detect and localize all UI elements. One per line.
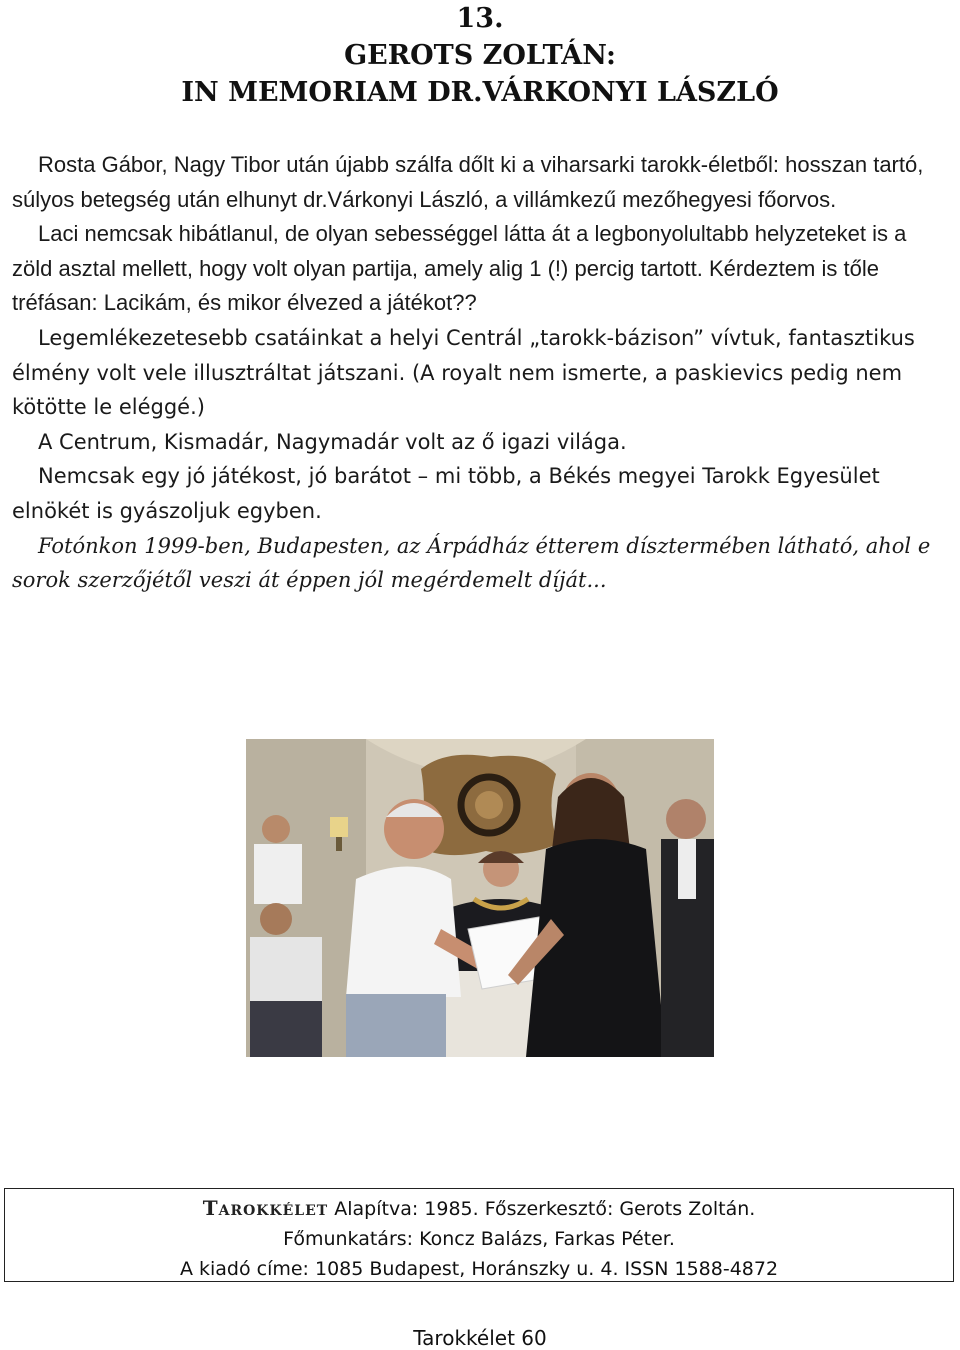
title-block xyxy=(0,0,960,111)
photo-caption: Fotónkon 1999-ben, Budapesten, az Árpádház étterem dísztermében látható, ahol e sorok szerzőjétől veszi át éppen jól megérdemelt díját... xyxy=(12,533,931,593)
chapter-number: 13. xyxy=(456,3,504,34)
colophon-line-3: A kiadó címe: 1085 Budapest, Horánszky u. 4. ISSN 1588-4872 xyxy=(179,1258,779,1280)
paragraph-5: Nemcsak egy jó játékost, jó barátot – mi több, a Békés megyei Tarokk Egyesület elnökét is gyászoljuk egyben. xyxy=(12,464,880,523)
paragraph-2: Laci nemcsak hibátlanul, de olyan sebességgel látta át a legbonyolultabb helyzeteket is a zöld asztal mellett, hogy volt olyan partija, amely alig 1 (!) percig tartott. Kérdeztem is tőle tréfásan: Lacikám, és mikor élvezed a játékot?? xyxy=(12,221,907,316)
paragraph-3: Legemlékezetesebb csatáinkat a helyi Centrál „tarokk-bázison” vívtuk, fantasztikus élmény volt vele illusztráltat játszani. (A royalt nem ismerte, a paskievics pedig nem kötötte le eléggé.) xyxy=(12,325,915,420)
colophon-box xyxy=(4,1188,954,1282)
paragraph-1: Rosta Gábor, Nagy Tibor után újabb szálfa dőlt ki a viharsarki tarokk-életből: hosszan tartó, súlyos betegség után elhunyt dr.Várkonyi László, a villámkezű mezőhegyesi főorvos. xyxy=(12,152,924,212)
colophon-line-1 xyxy=(5,1193,953,1224)
award-photo xyxy=(246,739,714,1057)
page-footer: Tarokkélet 60 xyxy=(413,1326,547,1350)
article-title: IN MEMORIAM DR.VÁRKONYI LÁSZLÓ xyxy=(181,77,779,108)
author-heading: GEROTS ZOLTÁN: xyxy=(344,40,616,71)
colophon-founded-editor: Alapítva: 1985. Főszerkesztő: Gerots Zoltán. xyxy=(328,1198,756,1220)
article-body xyxy=(12,148,948,598)
magazine-brand: Tarokkélet xyxy=(202,1196,329,1220)
colophon-line-2: Főmunkatárs: Koncz Balázs, Farkas Péter. xyxy=(283,1228,675,1250)
paragraph-4: A Centrum, Kismadár, Nagymadár volt az ő igazi világa. xyxy=(38,429,627,454)
